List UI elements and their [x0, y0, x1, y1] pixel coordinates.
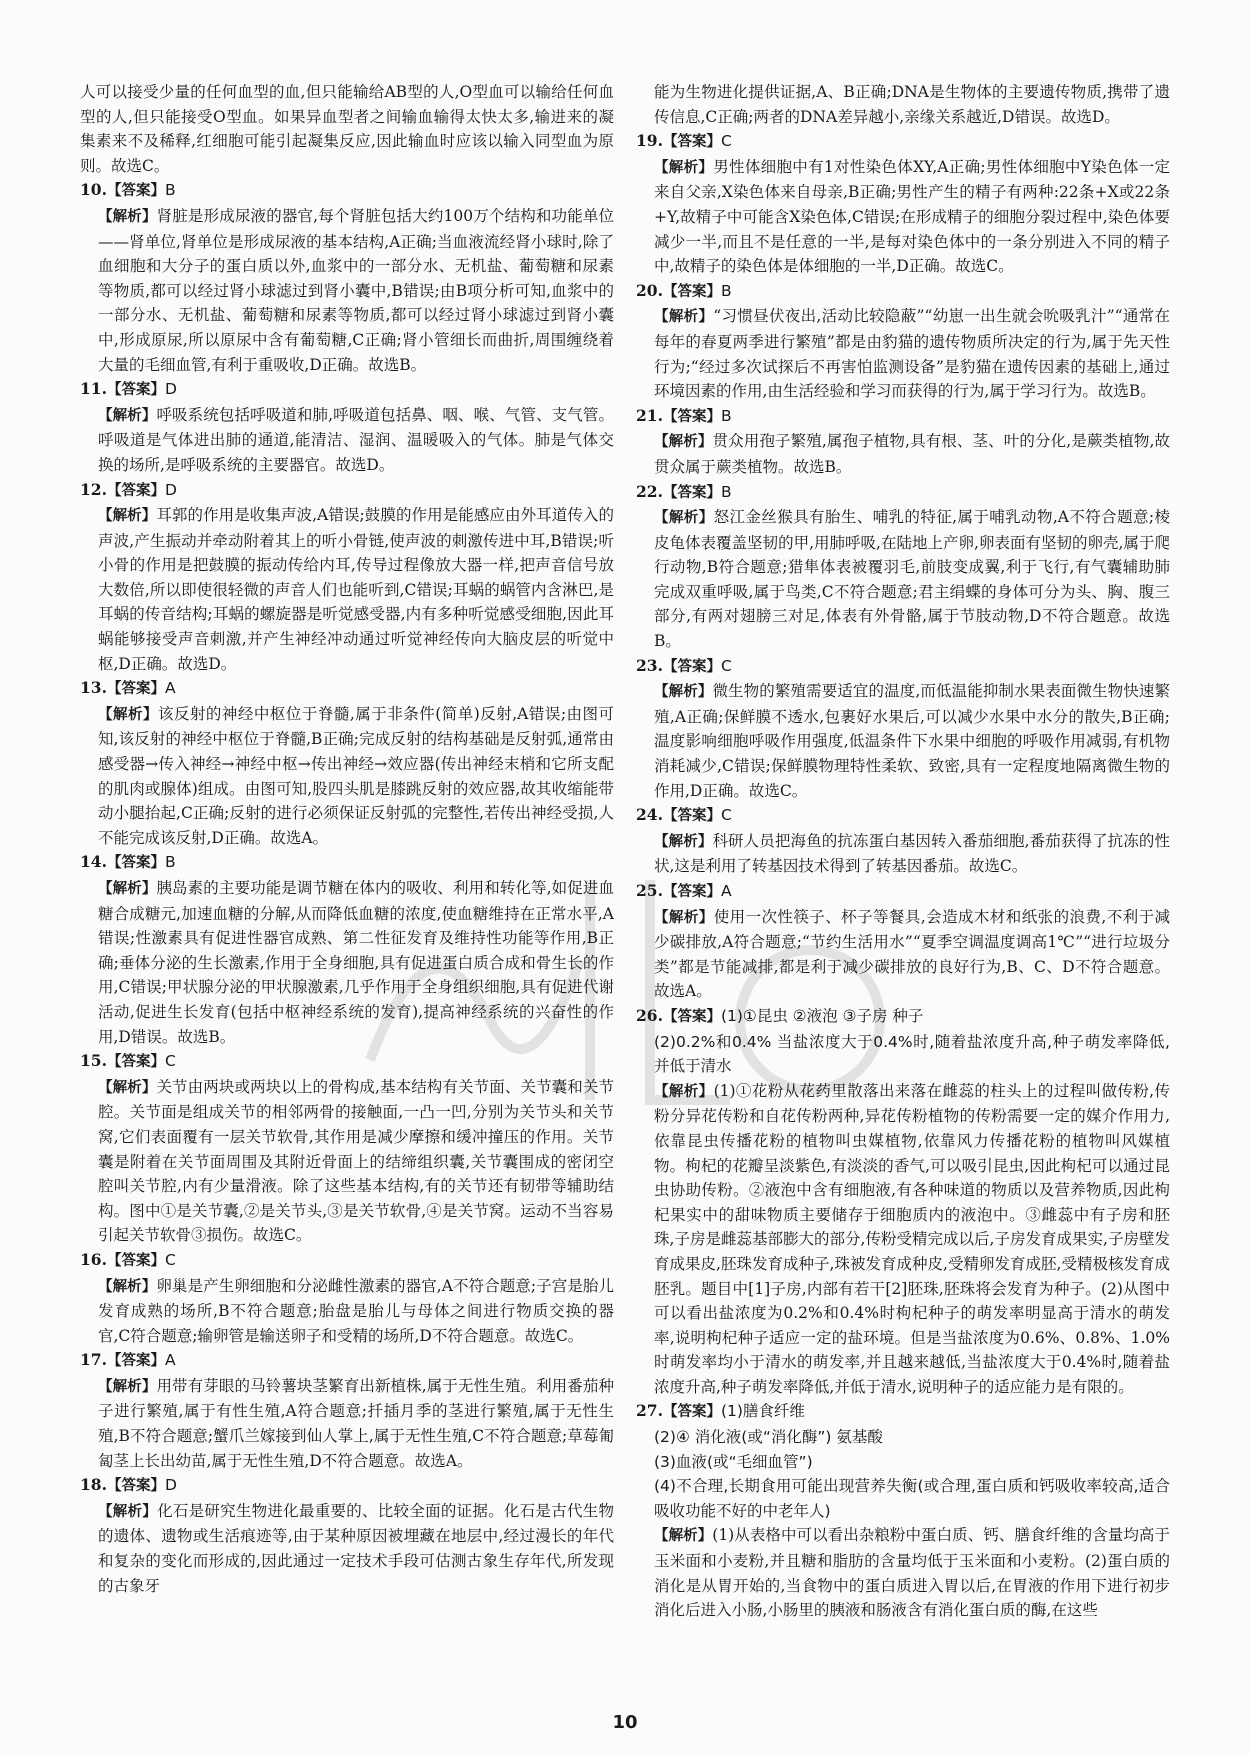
continued-paragraph: 人可以接受少量的任何血型的血,但只能输给AB型的人,O型血可以输给任何血型的人,但只能接受O型血。如果异血型者之间输血输得太快太多,输进来的凝集素来不及稀释,红细胞可能引起凝集反应,因此输血时应该以输入同型血为原则。故选C。: [80, 83, 614, 175]
analysis-tag: 【解析】: [98, 1079, 157, 1096]
question-item: [80, 850, 614, 1049]
answer-value: (1)①昆虫 ②液泡 ③子房 种子: [720, 1006, 924, 1025]
analysis-tag: 【解析】: [98, 706, 158, 723]
analysis-tag: 【解析】: [654, 684, 713, 701]
analysis-tag: 【解析】: [654, 159, 714, 176]
question-number: 23.: [636, 655, 663, 675]
analysis-text: 耳郭的作用是收集声波,A错误;鼓膜的作用是能感应由外耳道传入的声波,产生振动并牵动附着其上的听小骨链,使声波的刺激传进中耳,B错误;听小骨的作用是把鼓膜的振动传给内耳,传导过程像放大器一样,把声音信号放大数倍,所以即使很轻微的声音人们也能听到,C错误;耳蜗的蜗管内含淋巴,是耳蜗的传音结构;耳蜗的螺旋器是听觉感受器,内有多种听觉感受细胞,因此耳蜗能够接受声音刺激,并产生神经冲动通过听觉神经传向大脑皮层的听觉中枢,D正确。故选D。: [98, 506, 614, 673]
question-item: [80, 1248, 614, 1348]
question-number: 24.: [636, 805, 663, 825]
answer-tag: 【答案】: [662, 1404, 721, 1421]
analysis-tag: 【解析】: [654, 434, 713, 451]
answer-tag: 【答案】: [106, 1054, 165, 1071]
analysis-tag: 【解析】: [98, 508, 157, 525]
analysis-text: 贯众用孢子繁殖,属孢子植物,具有根、茎、叶的分化,是蕨类植物,故贯众属于蕨类植物。故选B。: [654, 432, 1170, 476]
question-number: 10.: [80, 180, 107, 200]
answer-tag: 【答案】: [662, 134, 721, 151]
analysis-text: (1)①花粉从花药里散落出来落在雌蕊的柱头上的过程叫做传粉,传粉分异花传粉和自花传粉两种,异花传粉植物的传粉需要一定的媒介作用力,依靠昆虫传播花粉的植物叫虫媒植物,依靠风力传播花粉的植物叫风媒植物。枸杞的花瓣呈淡紫色,有淡淡的香气,可以吸引昆虫,因此枸杞可以通过昆虫协助传粉。②液泡中含有细胞液,有各种味道的物质以及营养物质,因此枸杞果实中的甜味物质主要储存于细胞质内的液泡中。③雌蕊中有子房和胚珠,子房是雌蕊基部膨大的部分,传粉受精完成以后,子房发育成果实,子房壁发育成果皮,胚珠发育成种子,珠被发育成种皮,受精卵发育成胚,受精极核发育成胚乳。题目中[1]子房,内部有若干[2]胚珠,胚珠将会发育为种子。(2)从图中可以看出盐浓度为0.2%和0.4%时枸杞种子的萌发率明显高于清水的萌发率,说明枸杞种子适应一定的盐环境。但是当盐浓度为0.6%、0.8%、1.0%时萌发率均小于清水的萌发率,并且越来越低,当盐浓度大于0.4%时,随着盐浓度升高,种子萌发率降低,并低于清水,说明种子的适应能力是有限的。: [654, 1081, 1170, 1396]
question-number: 11.: [80, 379, 107, 399]
question-item: [80, 676, 614, 850]
answer-value: D: [164, 480, 177, 499]
answer-tag: 【答案】: [106, 1353, 165, 1370]
question-number: 12.: [80, 479, 107, 499]
answer-value: B: [720, 406, 732, 425]
analysis-tag: 【解析】: [654, 510, 714, 527]
answer-value: C: [720, 656, 732, 675]
continued-paragraph: 能为生物进化提供证据,A、B正确;DNA是生物体的主要遗传物质,携带了遗传信息,C正确;两者的DNA差异越小,亲缘关系越近,D错误。故选D。: [654, 83, 1170, 126]
analysis-tag: 【解析】: [98, 1278, 157, 1295]
answer-tag: 【答案】: [662, 658, 721, 675]
question-number: 13.: [80, 678, 107, 698]
question-number: 19.: [636, 131, 663, 151]
analysis-text: 卵巢是产生卵细胞和分泌雌性激素的器官,A不符合题意;子宫是胎儿发育成熟的场所,B不符合题意;胎盘是胎儿与母体之间进行物质交换的器官,C符合题意;输卵管是输送卵子和受精的场所,D不符合题意。故选C。: [98, 1276, 614, 1345]
question-item: [636, 1004, 1170, 1400]
answer-value: A: [164, 679, 176, 698]
answer-value: B: [720, 281, 732, 300]
answer-tag: 【答案】: [662, 808, 721, 825]
question-item: [80, 377, 614, 477]
analysis-tag: 【解析】: [98, 1378, 157, 1395]
question-number: 20.: [636, 280, 663, 300]
analysis-tag: 【解析】: [98, 881, 157, 897]
analysis-text: 怒江金丝猴具有胎生、哺乳的特征,属于哺乳动物,A不符合题意;棱皮龟体表覆盖坚韧的甲,用肺呼吸,在陆地上产卵,卵表面有坚韧的卵壳,属于爬行动物,B符合题意;猎隼体表被覆羽毛,前肢变成翼,利于飞行,有气囊辅助肺完成双重呼吸,属于鸟类,C不符合题意;君主绢蝶的身体可分为头、胸、腹三部分,有两对翅膀三对足,体表有外骨骼,属于节肢动物,D不符合题意。故选B。: [654, 508, 1170, 651]
question-number: 17.: [80, 1350, 107, 1370]
question-item: [636, 879, 1170, 1004]
analysis-tag: 【解析】: [654, 833, 713, 850]
left-column: [80, 80, 614, 1680]
question-item: [636, 480, 1170, 654]
answer-tag: 【答案】: [106, 681, 165, 698]
analysis-tag: 【解析】: [98, 1503, 158, 1520]
analysis-text: 科研人员把海鱼的抗冻蛋白基因转入番茄细胞,番茄获得了抗冻的性状,这是利用了转基因技术得到了转基因番茄。故选C。: [654, 831, 1170, 876]
analysis-text: 男性体细胞中有1对性染色体XY,A正确;男性体细胞中Y染色体一定来自父亲,X染色体来自母亲,B正确;男性产生的精子有两种:22条+X或22条+Y,故精子中可能含X染色体,C错误;在形成精子的细胞分裂过程中,染色体要减少一半,而且不是任意的一半,是每对染色体中的一条分别进入不同的精子中,故精子的染色体是体细胞的一半,D正确。故选C。: [654, 157, 1170, 276]
question-number: 15.: [80, 1051, 107, 1071]
analysis-text: 肾脏是形成尿液的器官,每个肾脏包括大约100万个结构和功能单位——肾单位,肾单位是形成尿液的基本结构,A正确;当血液流经肾小球时,除了血细胞和大分子的蛋白质以外,血浆中的一部分水、无机盐、葡萄糖和尿素等物质,都可以经过肾小球滤过到肾小囊中,B错误;由B项分析可知,血浆中的一部分水、无机盐、葡萄糖和尿素等物质,都可以经过肾小球滤过到肾小囊中,形成原尿,所以原尿中含有葡萄糖,C正确;肾小管细长而曲折,周围缠绕着大量的毛细血管,有利于重吸收,D正确。故选B。: [98, 206, 614, 374]
analysis-text: 该反射的神经中枢位于脊髓,属于非条件(简单)反射,A错误;由图可知,该反射的神经中枢位于脊髓,B正确;完成反射的结构基础是反射弧,通常由感受器→传入神经→神经中枢→传出神经→效应器(传出神经末梢和它所支配的肌肉或腺体)组成。由图可知,股四头肌是膝跳反射的效应器,故其收缩能带动小腿抬起,C正确;反射的进行必须保证反射弧的完整性,若传出神经受损,人不能完成该反射,D正确。故选A。: [98, 704, 614, 847]
question-item: [80, 478, 614, 677]
question-item: [636, 654, 1170, 804]
answer-value: C: [164, 1052, 176, 1071]
question-item: [80, 178, 614, 377]
analysis-text: (1)从表格中可以看出杂粮粉中蛋白质、钙、膳食纤维的含量均高于玉米面和小麦粉,并且糖和脂肪的含量均低于玉米面和小麦粉。(2)蛋白质的消化是从胃开始的,当食物中的蛋白质进入胃以后,在胃液的作用下进行初步消化后进入小肠,小肠里的胰液和肠液含有消化蛋白质的酶,在这些: [654, 1526, 1170, 1620]
question-number: 14.: [80, 852, 107, 872]
analysis-text: 胰岛素的主要功能是调节糖在体内的吸收、利用和转化等,如促进血糖合成糖元,加速血糖的分解,从而降低血糖的浓度,使血糖维持在正常水平,A错误;性激素具有促进性器官成熟、第二性征发育及维持性功能等作用,B正确;垂体分泌的生长激素,作用于全身细胞,具有促进蛋白质合成和骨生长的作用,C错误;甲状腺分泌的甲状腺激素,几乎作用于全身组织细胞,具有促进代谢活动,促进生长发育(包括中枢神经系统的发育),提高神经系统的兴奋性的作用,D错误。故选B。: [98, 879, 614, 1046]
answer-tag: 【答案】: [662, 884, 721, 900]
page-number: 10: [612, 1712, 638, 1733]
analysis-tag: 【解析】: [654, 309, 714, 326]
question-item: [636, 803, 1170, 879]
answer-tag: 【答案】: [662, 283, 721, 300]
answer-value: A: [164, 1351, 176, 1370]
question-item: [636, 1399, 1170, 1622]
question-number: 22.: [636, 481, 663, 501]
answer-tag: 【答案】: [106, 382, 165, 399]
answer-tag: 【答案】: [662, 1008, 721, 1025]
analysis-tag: 【解析】: [98, 208, 157, 225]
analysis-tag: 【解析】: [98, 407, 157, 424]
analysis-text: “习惯昼伏夜出,活动比较隐蔽”“幼崽一出生就会吮吸乳汁”“通常在每年的春夏两季进行繁殖”都是由豹猫的遗传物质所决定的行为,属于先天性行为;“经过多次试探后不再害怕监测设备”是豹猫在遗传因素的基础上,通过环境因素的作用,由生活经验和学习而获得的行为,属于学习行为。故选B。: [654, 307, 1170, 401]
answer-value: B: [164, 853, 176, 872]
answer-tag: 【答案】: [662, 408, 721, 425]
analysis-text: 用带有芽眼的马铃薯块茎繁育出新植株,属于无性生殖。利用番茄种子进行繁殖,属于有性生殖,A符合题意;扦插月季的茎进行繁殖,属于无性生殖,B不符合题意;蟹爪兰嫁接到仙人掌上,属于无性生殖,C不符合题意;草莓匍匐茎上长出幼苗,属于无性生殖,D不符合题意。故选A。: [98, 1376, 614, 1470]
answer-value: C: [720, 132, 732, 151]
answer-value: (4)不合理,长期食用可能出现营养失衡(或合理,蛋白质和钙吸收率较高,适合吸收功能不好的中老年人): [654, 1477, 1170, 1520]
question-item: [80, 1049, 614, 1248]
answer-value: B: [164, 181, 176, 200]
question-number: 16.: [80, 1249, 107, 1269]
answer-tag: 【答案】: [106, 1252, 165, 1269]
analysis-text: 使用一次性筷子、杯子等餐具,会造成木材和纸张的浪费,不利于减少碳排放,A符合题意;“节约生活用水”“夏季空调温度调高1℃”“进行垃圾分类”都是节能减排,都是利于减少碳排放的良好行为,B、C、D不符合题意。故选A。: [654, 907, 1170, 1001]
question-number: 18.: [80, 1475, 107, 1495]
question-number: 27.: [636, 1401, 663, 1421]
answer-value: A: [720, 882, 732, 900]
question-number: 26.: [636, 1005, 663, 1025]
question-item: [636, 404, 1170, 480]
answer-tag: 【答案】: [106, 183, 165, 200]
answer-value: C: [164, 1250, 176, 1269]
analysis-text: 微生物的繁殖需要适宜的温度,而低温能抑制水果表面微生物快速繁殖,A正确;保鲜膜不透水,包裹好水果后,可以减少水果中水分的散失,B正确;温度影响细胞呼吸作用强度,低温条件下水果中细胞的呼吸作用减弱,有机物消耗减少,C错误;保鲜膜物理特性柔软、致密,具有一定程度地隔离微生物的作用,D正确。故选C。: [654, 682, 1170, 800]
answer-value: B: [720, 482, 732, 501]
analysis-text: 关节由两块或两块以上的骨构成,基本结构有关节面、关节囊和关节腔。关节面是组成关节的相邻两骨的接触面,一凸一凹,分别为关节头和关节窝,它们表面覆有一层关节软骨,其作用是减少摩擦和缓冲撞压的作用。关节囊是附着在关节面周围及其附近骨面上的结缔组织囊,关节囊围成的密闭空腔叫关节腔,内有少量滑液。除了这些基本结构,有的关节还有韧带等辅助结构。图中①是关节囊,②是关节头,③是关节软骨,④是关节窝。运动不当容易引起关节软骨③损伤。故选C。: [98, 1077, 614, 1245]
question-item: [636, 129, 1170, 279]
answer-value: (2)④ 消化液(或“消化酶”) 氨基酸: [654, 1428, 883, 1447]
answer-value: (3)血液(或“毛细血管”): [654, 1452, 813, 1471]
answer-tag: 【答案】: [106, 1478, 165, 1495]
question-item: [80, 1348, 614, 1473]
answer-value: D: [164, 380, 177, 399]
question-number: 25.: [636, 881, 663, 900]
answer-tag: 【答案】: [106, 482, 165, 499]
question-item: [80, 1473, 614, 1598]
analysis-tag: 【解析】: [654, 1083, 714, 1100]
analysis-text: 呼吸系统包括呼吸道和肺,呼吸道包括鼻、咽、喉、气管、支气管。呼吸道是气体进出肺的通道,能清洁、湿润、温暖吸入的气体。肺是气体交换的场所,是呼吸系统的主要器官。故选D。: [98, 405, 614, 474]
analysis-tag: 【解析】: [654, 909, 714, 926]
answer-value: (1)膳食纤维: [720, 1402, 805, 1421]
analysis-tag: 【解析】: [654, 1528, 713, 1545]
answer-value: C: [720, 806, 732, 825]
answer-value: (2)0.2%和0.4% 当盐浓度大于0.4%时,随着盐浓度升高,种子萌发率降低,并低于清水: [654, 1032, 1170, 1076]
question-item: [636, 279, 1170, 404]
analysis-text: 化石是研究生物进化最重要的、比较全面的证据。化石是古代生物的遗体、遗物或生活痕迹等,由于某种原因被埋藏在地层中,经过漫长的年代和复杂的变化而形成的,因此通过一定技术手段可估测古象生存年代,所发现的古象牙: [98, 1501, 614, 1595]
right-column: [636, 80, 1170, 1680]
question-number: 21.: [636, 405, 663, 425]
answer-value: D: [164, 1476, 177, 1495]
answer-tag: 【答案】: [662, 484, 721, 501]
document-page: [80, 80, 1170, 1680]
answer-tag: 【答案】: [106, 855, 165, 872]
